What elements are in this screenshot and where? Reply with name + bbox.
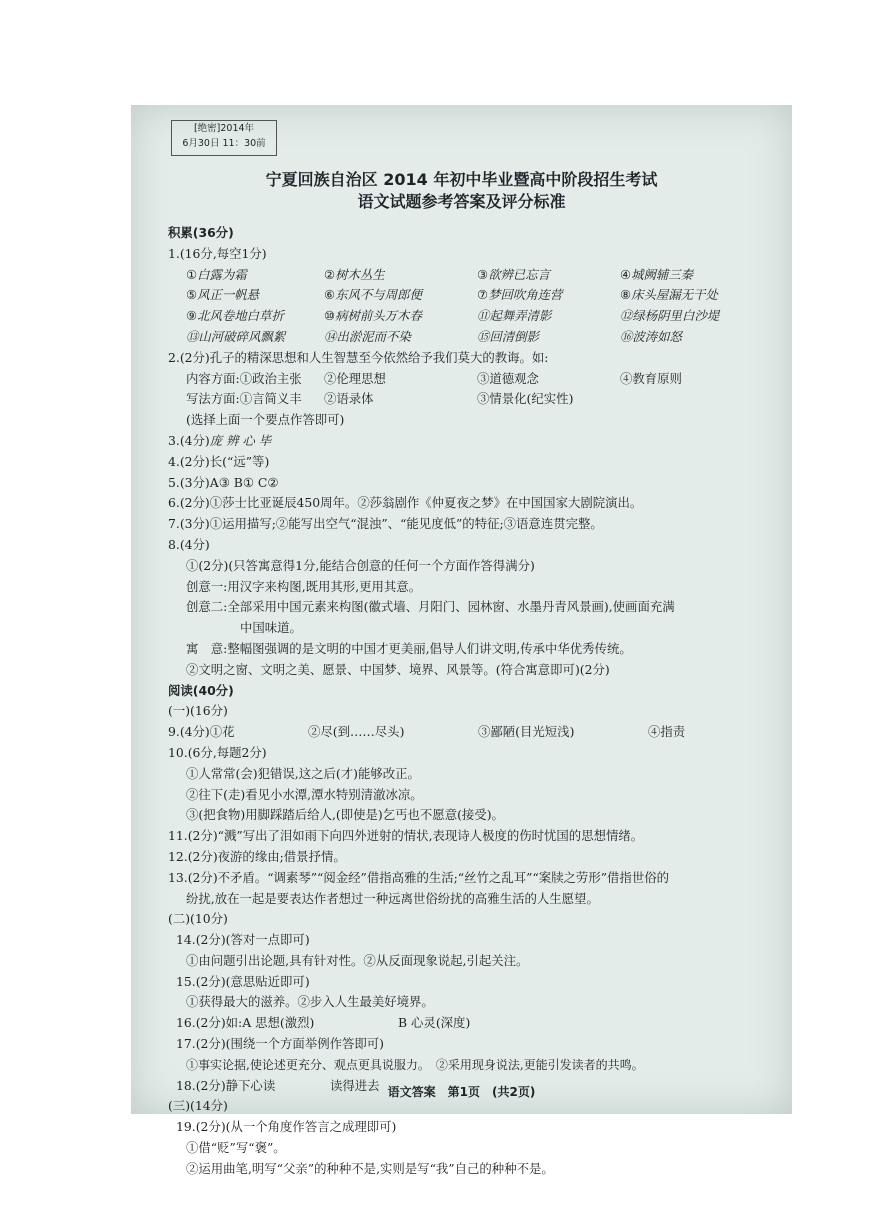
q15-heading: 15.(2分)(意思贴近即可) (176, 973, 310, 989)
q2-content-item: ③道德观念 (477, 370, 539, 386)
section-heading-accumulation: 积累(36分) (168, 225, 234, 240)
q2-note: (选择上面一个要点作答即可) (186, 412, 345, 428)
q1-blank: ⑧床头屋漏无干处 (620, 287, 718, 303)
q9-item: ②尽(到……尽头) (308, 724, 405, 740)
q2-content-row (168, 369, 778, 390)
q3-answer (168, 431, 778, 452)
q2-content-item: ②伦理思想 (324, 370, 386, 386)
q1-blank: ⑫绿杨阴里白沙堤 (620, 308, 720, 324)
q19-heading: 19.(2分)(从一个角度作答言之成理即可) (176, 1119, 397, 1135)
stamp-line-1: [绝密]2014年 (193, 123, 255, 134)
q3-label: 3.(4分) (168, 432, 210, 448)
part-1-heading: (一)(16分) (168, 703, 228, 719)
q1-blank: ③欲辨已忘言 (477, 266, 551, 282)
q8-line: 寓 意:整幅图强调的是文明的中国才更美丽,倡导人们讲文明,传承中华优秀传统。 (186, 640, 632, 656)
q7-answer: 7.(3分)①运用描写;②能写出空气“混浊”、“能见度低”的特征;③语意连贯完整。 (168, 516, 603, 532)
q1-blank: ⑩病树前头万木春 (324, 308, 422, 324)
q16-item: B 心灵(深度) (398, 1015, 471, 1031)
q10-line: ①人常常(会)犯错误,这之后(才)能够改正。 (186, 765, 420, 781)
q11-answer: 11.(2分)“溅”写出了泪如雨下向四外迸射的情状,表现诗人极度的伤时忧国的思想情绪。 (168, 828, 644, 844)
section-heading-reading: 阅读(40分) (168, 682, 234, 698)
q1-row-2 (168, 285, 778, 306)
q1-row-1 (168, 265, 778, 286)
part-2-heading: (二)(10分) (168, 911, 228, 927)
q2-style-item: ②语录体 (324, 391, 374, 407)
q1-heading: 1.(16分,每空1分) (168, 245, 267, 261)
q17-heading: 17.(2分)(围绕一个方面举例作答即可) (176, 1036, 385, 1052)
exam-title: 宁夏回族自治区 2014 年初中毕业暨高中阶段招生考试 (265, 170, 658, 189)
q9-item: ③鄙陋(目光短浅) (478, 724, 575, 740)
q1-blank: ⑦梦回吹角连营 (477, 287, 563, 303)
q18-item: 读得进去 (330, 1077, 380, 1093)
q8-line: 创意一:用汉字来构图,既用其形,更用其意。 (186, 578, 422, 594)
q4-answer: 4.(2分)长(“远”等) (168, 453, 270, 469)
q6-answer: 6.(2分)①莎士比亚诞辰450周年。②莎翁剧作《仲夏夜之梦》在中国国家大剧院演出。 (168, 495, 643, 511)
q10-line: ③(把食物)用脚踩踏后给人,(即使是)乞丐也不愿意(接受)。 (186, 807, 504, 823)
stamp-line-2: 6月30日 11：30前 (182, 138, 266, 149)
answer-content (168, 223, 778, 1180)
q2-content-item: ④教育原则 (620, 370, 682, 386)
q1-blank: ①白露为霜 (186, 266, 247, 282)
q1-blank: ⑨北风卷地白草折 (186, 308, 284, 324)
q2-content-item: 内容方面:①政治主张 (186, 370, 302, 386)
q2-style-item: 写法方面:①言简义丰 (186, 391, 302, 407)
q1-row-3 (168, 306, 778, 327)
q1-blank: ⑥东风不与周郎便 (324, 287, 422, 303)
q13-line: 纷扰,放在一起是要表达作者想过一种远离世俗纷扰的高雅生活的人生愿望。 (186, 890, 599, 906)
answer-sheet-photo (131, 105, 792, 1176)
q14-heading: 14.(2分)(答对一点即可) (176, 932, 310, 948)
q18-item: 18.(2分)静下心读 (176, 1077, 276, 1093)
q9-item: 9.(4分)①花 (168, 724, 235, 740)
q19-line: ①借“贬”写“褒”。 (186, 1140, 286, 1156)
q8-line: 中国味道。 (240, 620, 302, 636)
exam-subtitle: 语文试题参考答案及评分标准 (357, 192, 566, 211)
q10-heading: 10.(6分,每题2分) (168, 744, 267, 760)
page-footer: 语文答案 第1页 (共2页) (387, 1085, 536, 1099)
confidential-stamp (171, 120, 277, 156)
q19-line: ②运用曲笔,明写“父亲”的种种不是,实则是写“我”自己的种种不是。 (186, 1160, 554, 1176)
q9-item: ④指责 (648, 724, 686, 740)
q1-blank: ⑭出淤泥而不染 (324, 328, 411, 344)
q1-blank: ②树木丛生 (324, 266, 385, 282)
q2-heading: 2.(2分)孔子的精深思想和人生智慧至今依然给予我们莫大的教诲。如: (168, 349, 549, 365)
q16-answer (168, 1013, 778, 1034)
q15-line: ①获得最大的滋养。②步入人生最美好境界。 (186, 994, 434, 1010)
part-3-heading: (三)(14分) (168, 1098, 228, 1114)
q13-line: 13.(2分)不矛盾。“调素琴”“阅金经”借指高雅的生活;“丝竹之乱耳”“案牍之劳形”借指世俗的 (168, 869, 669, 885)
q8-heading: 8.(4分) (168, 536, 210, 552)
q1-blank: ⑯波涛如怒 (620, 328, 682, 344)
q8-line: ②文明之窗、文明之美、愿景、中国梦、境界、风景等。(符合寓意即可)(2分) (186, 661, 610, 677)
q14-line: ①由问题引出论题,具有针对性。②从反面现象说起,引起关注。 (186, 952, 529, 968)
q8-line: ①(2分)(只答寓意得1分,能结合创意的任何一个方面作答得满分) (186, 557, 535, 573)
q1-blank: ⑪起舞弄清影 (477, 308, 552, 324)
q1-blank: ⑤风正一帆悬 (186, 287, 260, 303)
q2-style-row (168, 389, 778, 410)
q16-item: 16.(2分)如:A 思想(激烈) (176, 1015, 315, 1031)
q1-blank: ④城阙辅三秦 (620, 266, 694, 282)
q12-answer: 12.(2分)夜游的缘由;借景抒情。 (168, 848, 346, 864)
q1-row-4 (168, 327, 778, 348)
q3-handwritten: 庞 辨 心 毕 (209, 432, 272, 448)
q17-line: ①事实论据,使论述更充分、观点更具说服力。 ②采用现身说法,更能引发读者的共鸣。 (186, 1057, 644, 1072)
q1-blank: ⑮回清倒影 (477, 328, 539, 344)
q2-style-item: ③情景化(纪实性) (477, 391, 574, 407)
q8-line: 创意二:全部采用中国元素来构图(徽式墙、月阳门、园林窗、水墨丹青风景画),使画面充满 (186, 599, 675, 615)
q5-answer: 5.(3分)A③ B① C② (168, 474, 279, 490)
q1-blank: ⑬山河破碎风飘絮 (186, 328, 286, 344)
q10-line: ②往下(走)看见小水潭,潭水特别清澈冰凉。 (186, 786, 423, 802)
q9-answer (168, 722, 778, 743)
